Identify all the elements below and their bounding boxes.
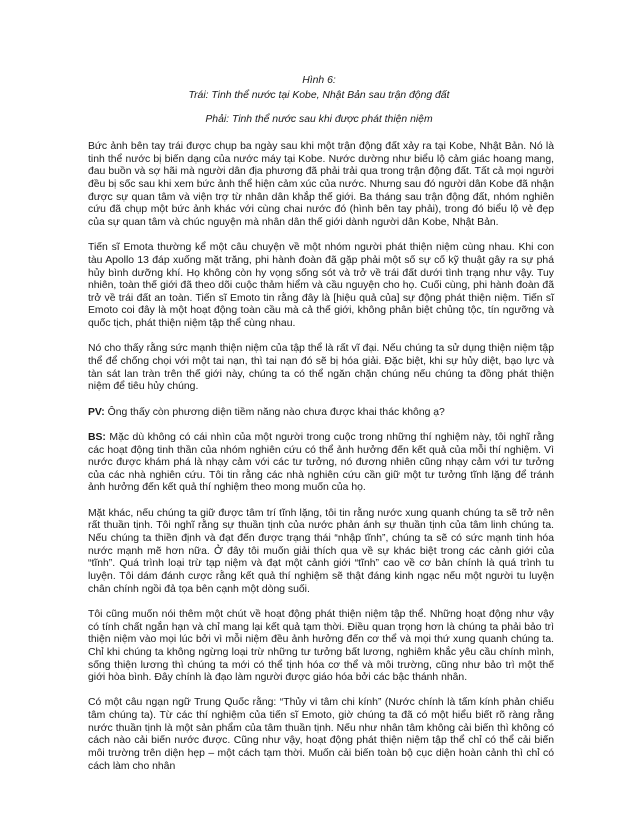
interview-answer [88,432,554,495]
speaker-label: BS: [88,431,106,443]
paragraph [88,343,554,394]
paragraph [88,697,554,773]
paragraph [88,242,554,331]
paragraph [88,508,554,597]
figure-caption-right: Phải: Tinh thể nước sau khi được phát thiện niệm [205,114,433,125]
paragraph-text: Nó cho thấy rằng sức mạnh thiện niệm của tập thể là rất vĩ đại. Nếu chúng ta sử dụng thiện niệm tập thể để chống chọi với một tai nạn, thì tai nạn đó sẽ bị hóa giải. Đặc biệt, khi sự hủy diệt, bạo lực và tàn sát lan tràn trên thế giới này, chúng ta có thể ngăn chặn chúng nếu chúng ta đồng phát thiện niệm để tiêu hủy chúng. [88,343,554,393]
paragraph-text: Tiến sĩ Emota thường kể một câu chuyện về một nhóm người phát thiện niệm cùng nhau. Khi con tàu Apollo 13 đáp xuống mặt trăng, phi hành đoàn đã gặp phải một số sự cố kỹ thuật gây ra sự phá hủy bình dưỡng khí. Họ không còn hy vọng sống sót và trở về trái đất dưới tình trạng như vậy. Tuy nhiên, toàn thế giới đã theo dõi cuộc thảm hiểm và cầu nguyện cho họ. Cuối cùng, phi hành đoàn đã trở về trái đất an toàn. Tiến sĩ Emoto tin rằng đây là [hiệu quả của] sự động phát thiện niệm. Tiến sĩ Emoto coi đây là một hoạt động toàn cầu mà cả thế giới, không phân biệt chủng tộc, tín ngưỡng và quốc tịch, phát thiện niệm tập thể cùng nhau. [88,242,554,330]
paragraph-text: Có một câu ngạn ngữ Trung Quốc rằng: “Thủy vi tâm chi kính” (Nước chính là tấm kính phản chiếu tâm chúng ta). Từ các thí nghiệm của tiến sĩ Emoto, giờ chúng ta đã có một hiểu biết rõ ràng rằng nước thuần tịnh là một sản phẩm của tâm thuần tịnh. Nếu như nhân tâm không cải biến thì không có cách nào cải biến nước được. Cũng như vậy, hoạt động phát thiện niệm tập thể chỉ có thể cải biến môi trường trên diện hẹp – một cách tạm thời. Muốn cải biến toàn bộ cục diện hoàn cảnh thì chỉ có cách làm cho nhân [88,697,554,772]
paragraph-text: Mặc dù không có cái nhìn của một người trong cuộc trong những thí nghiệm này, tôi nghĩ rằng các hoạt động tinh thần của nhóm nghiên cứu có thể ảnh hưởng đến kết quả của mỗi thí nghiệm. Vì nước được khám phá là nhạy cảm với các tư tưởng, nó đương nhiên cũng nhạy cảm với tư tưởng của các nhà nghiên cứu. Tôi tin rằng các nhà nghiên cứu cần giữ một tư tưởng tĩnh lặng để tránh ảnh hưởng đến kết quả thí nghiệm theo mong muốn của họ. [88,431,554,494]
paragraph [88,609,554,685]
article-body [88,141,554,786]
paragraph-text: Tôi cũng muốn nói thêm một chút về hoạt động phát thiện niệm tập thể. Những hoạt động như vậy có tính chất ngắn hạn và chỉ mang lại kết quả tạm thời. Điều quan trọng hơn là chúng ta phải bảo trì thiện niệm vào mọi lúc bởi vì mỗi niệm đều ảnh hưởng đến cơ thể và mọi thứ xung quanh chúng ta. Chỉ khi chúng ta không ngừng loại trừ những tư tưởng bất lương, nghiêm khắc yêu cầu chính mình, sống thiện lương thì chúng ta mới có thể tịnh hóa cơ thể và môi trường, cũng như bảo trì một thế giới hòa bình. Đây chính là đạo làm người được giáo hóa bởi các bậc thánh nhân. [88,608,554,684]
interview-question [88,407,554,420]
paragraph [88,141,554,230]
figure-number: Hình 6: [302,75,336,86]
figure-caption-left: Trái: Tinh thể nước tại Kobe, Nhật Bản sau trận động đất [188,90,450,101]
paragraph-text: Ông thấy còn phương diện tiềm năng nào chưa được khai thác không ạ? [104,406,445,418]
paragraph-text: Mặt khác, nếu chúng ta giữ được tâm trí tĩnh lặng, tôi tin rằng nước xung quanh chúng ta sẽ trở nên rất thuần tịnh. Tôi nghĩ rằng sự thuần tịnh của nước phản ánh sự thuần tịnh của tâm linh chúng ta. Nếu chúng ta thiền định và đạt đến được trạng thái “nhập tĩnh”, chúng ta sẽ có sức mạnh tinh hóa nước mạnh mẽ hơn nữa. Ở đây tôi muốn giải thích qua về sự khác biệt trong các cảnh giới của “tĩnh”. Quá trình loại trừ tạp niệm và đạt một cảnh giới “tĩnh” cao về cơ bản chính là quá trình tu luyện. Tôi dám đánh cược rằng kết quả thí nghiệm sẽ thật đáng kinh ngạc nếu một người tu luyện chân chính ngồi đả tọa bên cạnh một dòng suối. [88,507,554,595]
paragraph-text: Bức ảnh bên tay trái được chụp ba ngày sau khi một trận động đất xảy ra tại Kobe, Nhật Bản. Nó là tinh thể nước bị biến dạng của nước máy tại Kobe. Nước dường như biểu lộ cảm giác hoang mang, đau buồn và sợ hãi mà người dân địa phương đã phải trải qua trong trận động đất. Tất cả mọi người đều bị sốc sau khi xem bức ảnh thể hiện cảm xúc của nước. Nhưng sau đó người dân Kobe đã nhận được sự quan tâm và viện trợ từ nhân dân khắp thế giới. Ba tháng sau trận động đất, nhóm nghiên cứu đã chụp một bức ảnh khác với cùng chai nước đó (hình bên tay phải), trong đó biểu lộ vẻ đẹp của sự quan tâm và chúc nguyện mà nhân dân thế giới dành người dân Kobe, Nhật Bản. [88,141,554,228]
speaker-label: PV: [88,406,105,418]
